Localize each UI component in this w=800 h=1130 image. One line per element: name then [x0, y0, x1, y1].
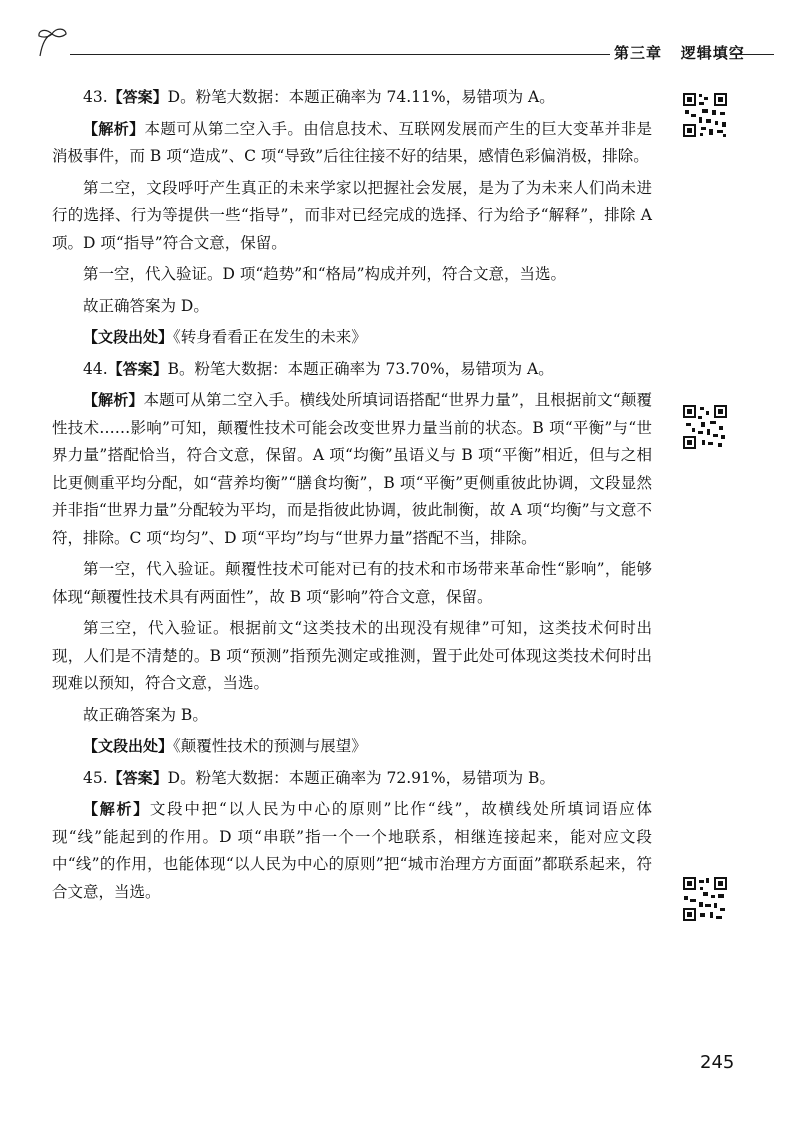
- answer-tag: 【答案】: [107, 359, 168, 378]
- paragraph: 故正确答案为 D。: [83, 296, 209, 315]
- answer-number: 44.: [83, 359, 108, 378]
- analysis-tag: 【解析】: [83, 800, 150, 818]
- section-label: 逻辑填空: [680, 44, 745, 62]
- source-44: [52, 733, 652, 761]
- analysis-43: [52, 116, 652, 171]
- paragraph: 第二空，文段呼吁产生真正的未来学家以把握社会发展，是为了为未来人们尚未进行的选择、行为等提供一些“指导”，而非对已经完成的选择、行为给予“解释”，排除 A 项。D 项“指导”符合文意，保留。: [52, 178, 652, 252]
- chapter-label: 第三章: [614, 44, 663, 62]
- header-rule-left: [70, 54, 610, 55]
- qr-code-icon[interactable]: [682, 876, 728, 922]
- source-tag: 【文段出处】: [83, 328, 174, 346]
- paragraph: 第三空，代入验证。根据前文“这类技术的出现没有规律”可知，这类技术何时出现，人们是不清楚的。B 项“预测”指预先测定或推测，置于此处可体现这类技术何时出现难以预知，符合文意，当选。: [52, 619, 652, 692]
- answer-text: D。粉笔大数据：本题正确率为 74.11%，易错项为 A。: [167, 88, 555, 106]
- qr-code-icon[interactable]: [682, 404, 728, 450]
- analysis-text: 文段中把“以人民为中心的原则”比作“线”，故横线处所填词语应体现“线”能起到的作用。D 项“串联”指一个一个地联系，相继连接起来，能对应文段中“线”的作用，也能体现“以人民为中心的原则”把“城市治理方方面面”都联系起来，符合文意，当选。: [52, 800, 652, 901]
- page-number: 245: [700, 1052, 735, 1073]
- analysis-tag: 【解析】: [83, 119, 145, 138]
- answer-tag: 【答案】: [107, 768, 168, 787]
- analysis-text: 本题可从第二空入手。横线处所填词语搭配“世界力量”，且根据前文“颠覆性技术……影响”可知，颠覆性技术可能会改变世界力量当前的状态。B 项“平衡”与“世界力量”搭配恰当，符合文意，保留。A 项“均衡”虽语义与 B 项“平衡”相近，但与之相比更侧重平均分配，如“营养均衡”“膳食均衡”，B 项“平衡”更侧重彼此协调，文段显然并非指“世界力量”分配较为平均，而是指彼此协调，彼此制衡，故 A 项“均衡”与文意不符，排除。C 项“均匀”、D 项“平均”均与“世界力量”搭配不当，排除。: [52, 391, 652, 547]
- analysis-tag: 【解析】: [83, 391, 144, 409]
- answer-tag: 【答案】: [107, 88, 168, 106]
- qr-code-icon[interactable]: [682, 92, 728, 138]
- chapter-title: [614, 42, 745, 63]
- answer-number: 45.: [83, 768, 108, 787]
- paragraph: 故正确答案为 B。: [83, 705, 208, 724]
- answer-number: 43.: [83, 88, 108, 106]
- paragraph: 第一空，代入验证。D 项“趋势”和“格局”构成并列，符合文意，当选。: [83, 265, 567, 283]
- analysis-45: [52, 796, 652, 906]
- source-tag: 【文段出处】: [83, 737, 174, 755]
- answer-line-43: [52, 84, 652, 112]
- page-content: [52, 84, 652, 910]
- source-43: [52, 324, 652, 352]
- paragraph: 第一空，代入验证。颠覆性技术可能对已有的技术和市场带来革命性“影响”，能够体现“颠覆性技术具有两面性”，故 B 项“影响”符合文意，保留。: [52, 560, 652, 606]
- answer-text: B。粉笔大数据：本题正确率为 73.70%，易错项为 A。: [167, 359, 554, 378]
- answer-text: D。粉笔大数据：本题正确率为 72.91%，易错项为 B。: [167, 768, 555, 787]
- analysis-text: 本题可从第二空入手。由信息技术、互联网发展而产生的巨大变革并非是消极事件，而 B 项“造成”、C 项“导致”后往往接不好的结果，感情色彩偏消极，排除。: [52, 119, 652, 165]
- leaf-ornament-icon: [36, 26, 70, 58]
- source-text: 《转身看看正在发生的未来》: [173, 328, 367, 346]
- answer-line-45: [52, 765, 652, 793]
- answer-line-44: [52, 356, 652, 384]
- header-rule-right: [730, 54, 774, 55]
- analysis-44: [52, 387, 652, 552]
- source-text: 《颠覆性技术的预测与展望》: [173, 737, 367, 755]
- page-header: [30, 24, 770, 64]
